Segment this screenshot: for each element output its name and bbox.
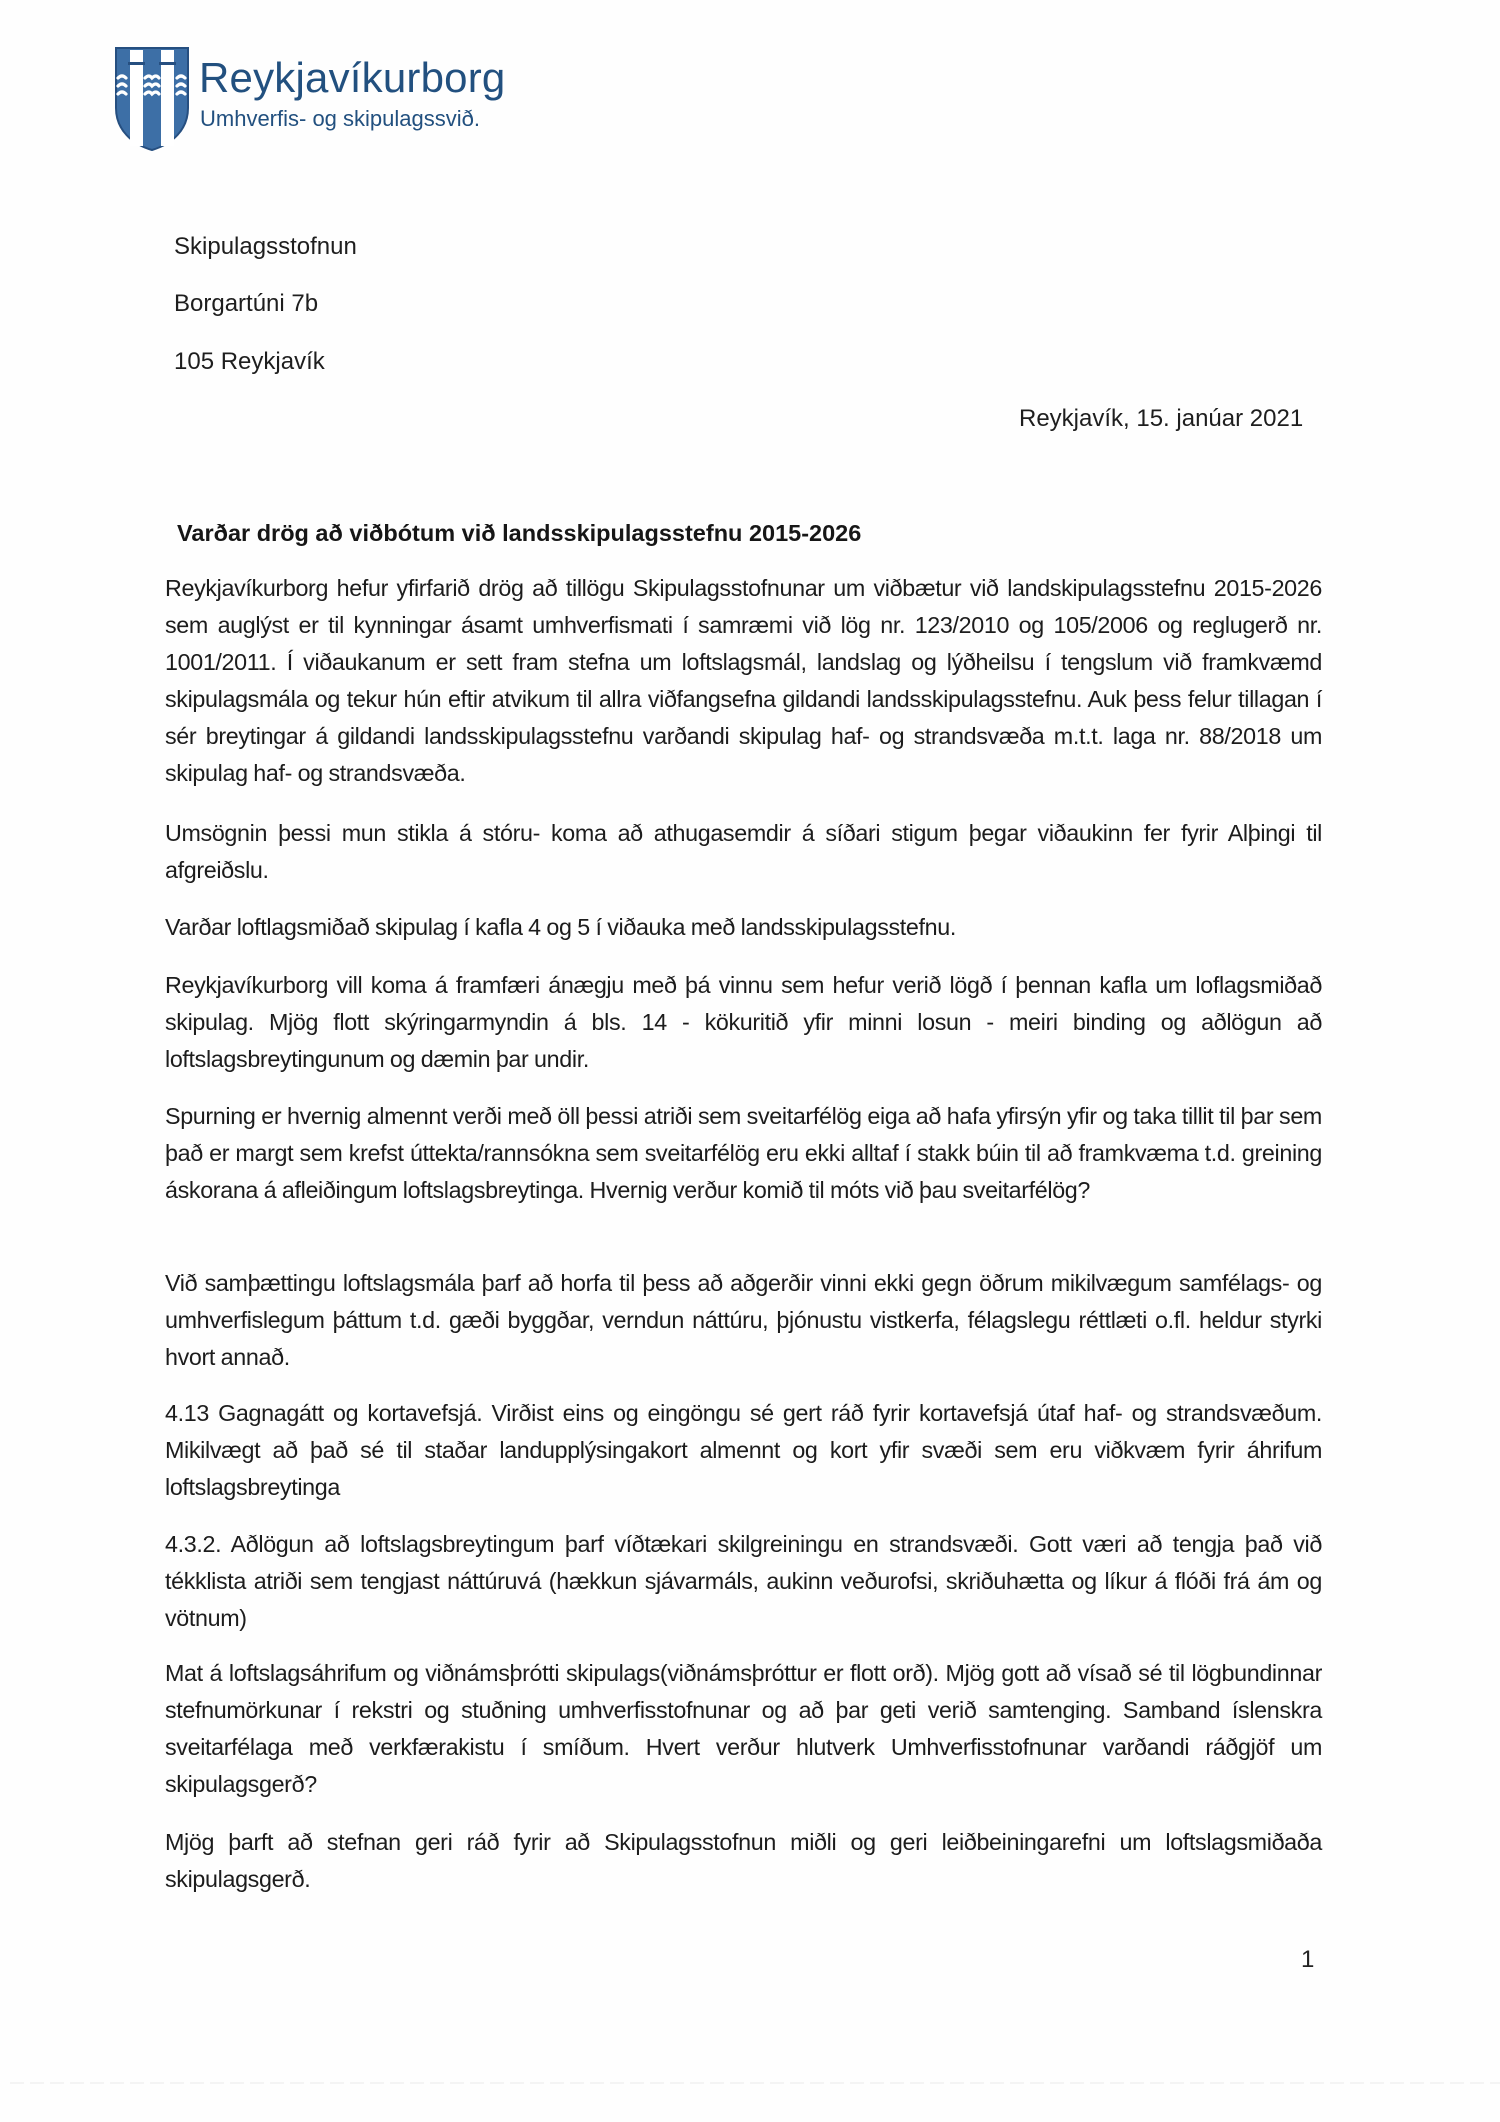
- body-paragraph-2: Umsögnin þessi mun stikla á stóru- koma að athugasemdir á síðari stigum þegar viðaukinn fer fyrir Alþingi til afgreiðslu.: [165, 820, 1322, 883]
- subject-heading: Varðar drög að viðbótum við landsskipulagsstefnu 2015-2026: [177, 520, 862, 546]
- body-paragraph-8: 4.3.2. Aðlögun að loftslagsbreytingum þarf víðtækari skilgreiningu en strandsvæði. Gott væri að tengja það við tékklista atriði sem tengjast náttúruvá (hækkun sjávarmáls, aukinn veðurofsi, skriðuhætta og líkur á flóði frá ám og vötnum): [165, 1531, 1322, 1631]
- body-paragraph-9: Mat á loftslagsáhrifum og viðnámsþrótti skipulags(viðnámsþróttur er flott orð). Mjög gott að vísað sé til lögbundinnar stefnumörkunar í rekstri og stuðning umhverfisstofnunar og að þar geti verið samtenging. Samband íslenskra sveitarfélaga með verkfærakistu í smíðum. Hvert verður hlutverk Umhverfisstofnunar varðandi ráðgjöf um skipulagsgerð?: [165, 1660, 1322, 1797]
- recipient-street: Borgartúni 7b: [174, 290, 319, 317]
- coat-of-arms-icon: [114, 46, 190, 152]
- body-paragraph-7: 4.13 Gagnagátt og kortavefsjá. Virðist eins og eingöngu sé gert ráð fyrir kortavefsjá útaf haf- og strandsvæðum. Mikilvægt að það sé til staðar landupplýsingakort almennt og kort yfir svæði sem eru viðkvæm fyrir áhrifum loftslagsbreytinga: [165, 1400, 1322, 1500]
- body-paragraph-4: Reykjavíkurborg vill koma á framfæri ánægju með þá vinnu sem hefur verið lögð í þennan kafla um loflagsmiðað skipulag. Mjög flott skýringarmyndin á bls. 14 - kökuritið yfir minni losun - meiri binding og aðlögun að loftslagsbreytingunum og dæmin þar undir.: [165, 972, 1322, 1072]
- scan-artifact-line: [10, 2082, 1500, 2084]
- body-paragraph-3: Varðar loftlagsmiðað skipulag í kafla 4 og 5 í viðauka með landsskipulagsstefnu.: [165, 914, 956, 940]
- recipient-city: 105 Reykjavík: [174, 348, 325, 375]
- page-number: 1: [1301, 1946, 1315, 1973]
- department-name: Umhverfis- og skipulagssvið.: [200, 106, 480, 131]
- body-paragraph-10: Mjög þarft að stefnan geri ráð fyrir að Skipulagsstofnun miðli og geri leiðbeiningarefni um loftslagsmiðaða skipulagsgerð.: [165, 1829, 1322, 1892]
- letter-date: Reykjavík, 15. janúar 2021: [1019, 405, 1304, 432]
- recipient-name: Skipulagsstofnun: [174, 233, 357, 260]
- body-paragraph-5: Spurning er hvernig almennt verði með öll þessi atriði sem sveitarfélög eiga að hafa yfirsýn yfir og taka tillit til þar sem það er margt sem krefst úttekta/rannsókna sem sveitarfélög eru ekki alltaf í stakk búin til að framkvæma t.d. greining áskorana á afleiðingum loftslagsbreytinga. Hvernig verður komið til móts við þau sveitarfélög?: [165, 1103, 1322, 1203]
- body-paragraph-1: Reykjavíkurborg hefur yfirfarið drög að tillögu Skipulagsstofnunar um viðbætur við landskipulagsstefnu 2015-2026 sem auglýst er til kynningar ásamt umhverfismati í samræmi við lög nr. 123/2010 og 105/2006 og reglugerð nr. 1001/2011. Í viðaukanum er sett fram stefna um loftslagsmál, landslag og lýðheilsu í tengslum við framkvæmd skipulagsmála og tekur hún eftir atvikum til allra viðfangsefna gildandi landsskipulagsstefnu. Auk þess felur tillagan í sér breytingar á gildandi landsskipulagsstefnu varðandi skipulag haf- og strandsvæða m.t.t. laga nr. 88/2018 um skipulag haf- og strandsvæða.: [165, 575, 1322, 786]
- org-name: Reykjavíkurborg: [199, 54, 506, 101]
- body-paragraph-6: Við samþættingu loftslagsmála þarf að horfa til þess að aðgerðir vinni ekki gegn öðrum mikilvægum samfélags- og umhverfislegum þáttum t.d. gæði byggðar, verndun náttúru, þjónustu vistkerfa, félagslegu réttlæti o.fl. heldur styrki hvort annað.: [165, 1270, 1322, 1370]
